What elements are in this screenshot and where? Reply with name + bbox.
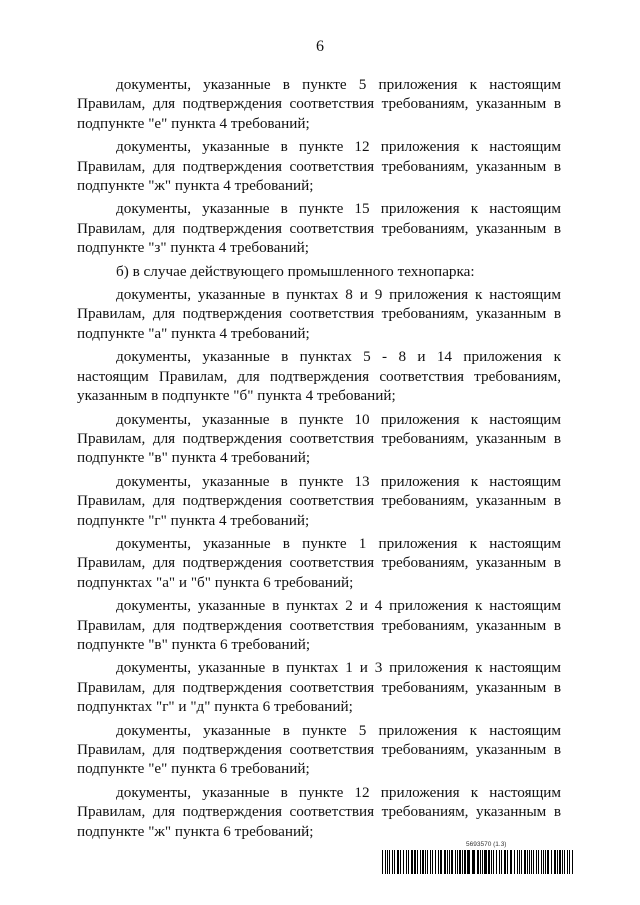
paragraph: документы, указанные в пункте 5 приложения к настоящим Правилам, для подтверждения соответствия требованиям, указанным в подпункте "е" пункта 6 требований;	[77, 721, 561, 778]
paragraph: документы, указанные в пункте 1 приложения к настоящим Правилам, для подтверждения соответствия требованиям, указанным в подпунктах "а" и "б" пункта 6 требований;	[77, 534, 561, 591]
paragraph: документы, указанные в пункте 10 приложения к настоящим Правилам, для подтверждения соответствия требованиям, указанным в подпункте "в" пункта 4 требований;	[77, 410, 561, 467]
paragraph: документы, указанные в пунктах 5 - 8 и 14 приложения к настоящим Правилам, для подтверждения соответствия требованиям, указанным в подпункте "б" пункта 4 требований;	[77, 348, 561, 405]
paragraph: документы, указанные в пунктах 2 и 4 приложения к настоящим Правилам, для подтверждения соответствия требованиям, указанным в подпункте "в" пункта 6 требований;	[77, 597, 561, 653]
paragraph: документы, указанные в пункте 12 приложения к настоящим Правилам, для подтверждения соответствия требованиям, указанным в подпункте "ж" пункта 6 требований;	[77, 783, 561, 840]
paragraph: документы, указанные в пунктах 8 и 9 приложения к настоящим Правилам, для подтверждения соответствия требованиям, указанным в подпункте "а" пункта 4 требований;	[77, 286, 561, 342]
section-heading: б) в случае действующего промышленного технопарка:	[116, 262, 475, 280]
page-number: 6	[316, 38, 324, 55]
paragraph: документы, указанные в пункте 5 приложения к настоящим Правилам, для подтверждения соответствия требованиям, указанным в подпункте "е" пункта 4 требований;	[77, 76, 561, 132]
paragraph: документы, указанные в пункте 13 приложения к настоящим Правилам, для подтверждения соответствия требованиям, указанным в подпункте "г" пункта 4 требований;	[77, 472, 561, 529]
barcode	[382, 850, 574, 874]
document-code: 5693570 (1.3)	[466, 841, 507, 848]
paragraph: документы, указанные в пункте 12 приложения к настоящим Правилам, для подтверждения соответствия требованиям, указанным в подпункте "ж" пункта 4 требований;	[77, 138, 561, 195]
document-body	[77, 75, 561, 845]
paragraph: документы, указанные в пункте 15 приложения к настоящим Правилам, для подтверждения соответствия требованиям, указанным в подпункте "з" пункта 4 требований;	[77, 200, 561, 257]
paragraph: документы, указанные в пунктах 1 и 3 приложения к настоящим Правилам, для подтверждения соответствия требованиям, указанным в подпунктах "г" и "д" пункта 6 требований;	[77, 659, 561, 716]
